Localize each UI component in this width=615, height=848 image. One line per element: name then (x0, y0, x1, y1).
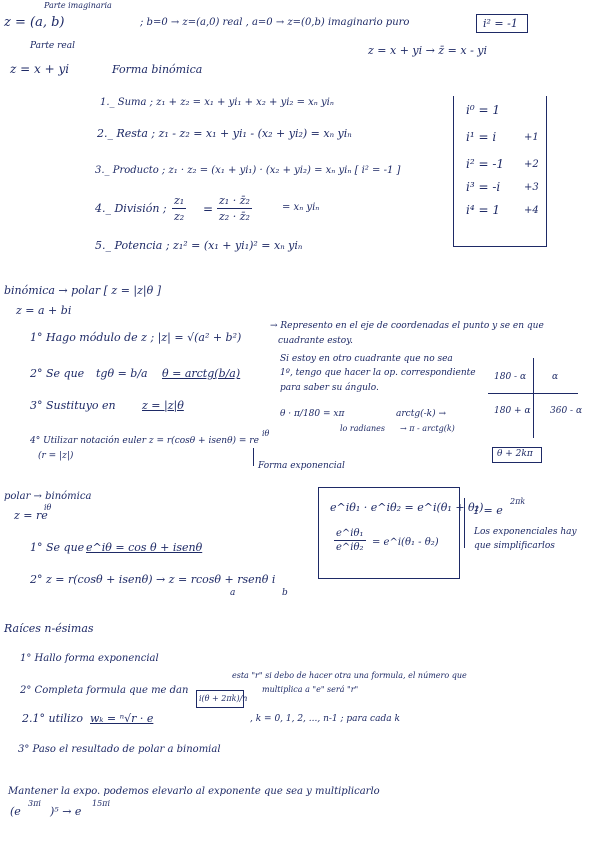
forma-binomica-title: Forma binómica (112, 63, 203, 76)
power-i2: i² = -1 (466, 157, 505, 171)
power-i2-step: +2 (524, 159, 539, 170)
division-frac-1: $\frac{\text{z₁}}{\text{z₂}}$ (174, 194, 185, 223)
note-line-6: θ · π/180 = xπ (280, 409, 345, 419)
powers-table-bottom-border (453, 246, 547, 247)
roots-note-1: Mantener la expo. podemos elevarlo al exponente que sea y multiplicarlo (8, 786, 380, 797)
quadrant-vertical-axis (533, 358, 534, 438)
op-division: 4._ División ; (95, 202, 167, 215)
z-pair: z = (a, b) (4, 15, 65, 30)
division-result: = xₙ yiₙ (282, 202, 320, 213)
roots-step-2-1-pre: 2.1° utilizo (22, 712, 83, 725)
z-binomica: z = x + yi (10, 62, 70, 76)
note-line-7a: lo radianes (340, 424, 385, 433)
power-i4-step: +4 (524, 205, 539, 216)
exp-rule-quotient: $\frac{\text{e\textasciicircum{}iθ₁}}{\text{e\textasciicircum{}iθ₂}}$ (336, 528, 364, 553)
parte-imaginaria-label: Parte imaginaria (44, 1, 112, 10)
polar-step-2-b: b (282, 588, 288, 598)
theta-2kpi-box (492, 447, 542, 463)
op-resta: 2._ Resta ; z₁ - z₂ = x₁ + yi₁ - (x₂ + yi₂) = xₙ yiₙ (97, 127, 352, 140)
note-line-7b: → π - arctg(k) (400, 424, 455, 433)
equals-sign: = (203, 202, 214, 216)
exp-rule-quotient-result: = e^i(θ₁ - θ₂) (372, 537, 439, 548)
polar-step-1: e^iθ = cos θ + isenθ (86, 541, 203, 554)
quadrant-3: 180 + α (494, 406, 531, 416)
polar-z: z = re (14, 509, 48, 522)
roots-exponent: i(θ + 2πk)/n (199, 694, 248, 703)
power-i1: i¹ = i (466, 130, 497, 144)
exp-one: 1 = e (473, 504, 503, 517)
power-i0: i⁰ = 1 (466, 103, 500, 117)
bin-step-2-pre: 2° Se que (30, 367, 85, 380)
power-i3: i³ = -i (466, 180, 501, 194)
roots-step-2-note-2: multiplica a "e" será "r" (262, 685, 359, 694)
real-imaginary-cases: ; b=0 → z=(a,0) real , a=0 → z=(0,b) imaginario puro (140, 17, 410, 28)
roots-step-2-note-1: esta "r" si debo de hacer otra una formula, el número que (232, 671, 467, 680)
bin-step-4-r: (r = |z|) (38, 451, 74, 461)
exp-arrow-stem (253, 448, 254, 466)
bin-step-3-val: z = |z|θ (142, 399, 184, 412)
exp-note-1: Los exponenciales hay (474, 527, 577, 537)
op-suma: 1._ Suma ; z₁ + z₂ = x₁ + yi₁ + x₂ + yi₂ = xₙ yiₙ (100, 97, 334, 108)
power-i1-step: +1 (524, 132, 539, 143)
roots-heading: Raíces n-ésimas (4, 622, 94, 635)
roots-step-1: 1° Hallo forma exponencial (20, 653, 159, 664)
op-potencia: 5._ Potencia ; z₁² = (x₁ + yi₁)² = xₙ yiₙ (95, 239, 303, 252)
exp-rule-product: e^iθ₁ · e^iθ₂ = e^i(θ₁ + θ₂) (330, 501, 484, 514)
quadrant-horizontal-axis (488, 393, 578, 394)
power-i4: i⁴ = 1 (466, 203, 500, 217)
roots-step-2: 2° Completa formula que me dan (20, 685, 189, 696)
bin-z: z = a + bi (16, 304, 72, 317)
bin-step-2-arctg: θ = arctg(b/a) (162, 367, 241, 380)
roots-step-3: 3° Paso el resultado de polar a binomial (18, 744, 221, 755)
bin-step-4-exp: iθ (262, 429, 270, 438)
note-line-3: Si estoy en otro cuadrante que no sea (280, 354, 453, 364)
exp-rules-separator (464, 498, 465, 548)
polar-to-bin-heading: polar → binómica (4, 491, 92, 502)
note-line-5: para saber su ángulo. (280, 383, 379, 393)
exp-note-2: que simplificarlos (474, 541, 555, 551)
conjugate-formula: z = x + yi → z̄ = x - yi (368, 44, 488, 57)
exp-one-exp: 2πk (510, 497, 526, 506)
roots-note-2b: )⁵ → e (50, 805, 82, 818)
i-squared-text: i² = -1 (483, 17, 518, 30)
polar-step-2: 2° z = r(cosθ + isenθ) → z = rcosθ + rsenθ i (30, 573, 276, 586)
polar-z-exp: iθ (44, 503, 52, 512)
forma-exponencial-label: Forma exponencial (258, 461, 345, 471)
note-line-6b: arctg(-k) → (396, 409, 447, 419)
op-producto: 3._ Producto ; z₁ · z₂ = (x₁ + yi₁) · (x₂ + yi₂) = xₙ yiₙ [ i² = -1 ] (95, 165, 401, 176)
bin-step-2-tg: tgθ = b/a (96, 367, 148, 380)
quadrant-1: α (552, 372, 559, 382)
bin-to-polar-heading: binómica → polar [ z = |z|θ ] (4, 284, 162, 297)
powers-table-left-border (453, 96, 454, 246)
bin-step-1: 1° Hago módulo de z ; |z| = √(a² + b²) (30, 331, 242, 344)
quadrant-4: 360 - α (550, 406, 583, 416)
quadrant-2: 180 - α (494, 372, 527, 382)
roots-note-2: (e (10, 805, 21, 818)
roots-exponent-box (196, 690, 248, 708)
polar-step-1-pre: 1° Se que (30, 541, 85, 554)
note-line-4: 1º, tengo que hacer la op. correspondiente (280, 368, 476, 378)
bin-step-4: 4° Utilizar notación euler z = r(cosθ + isenθ) = re (30, 436, 259, 446)
roots-note-2-exp2: 15πi (92, 799, 110, 808)
division-frac-2: $\frac{\text{z₁ · z̄₂}}{\text{z₂ · z̄₂}}$ (219, 194, 250, 223)
powers-table-right-border (546, 96, 547, 246)
roots-note-2-exp: 3πi (28, 799, 41, 808)
note-line-2: cuadrante estoy. (278, 336, 353, 346)
note-line-1: → Represento en el eje de coordenadas el punto y se en que (270, 321, 544, 331)
theta-2kpi-text: θ + 2kπ (497, 449, 533, 459)
parte-real-label: Parte real (30, 41, 75, 51)
i-squared-box (476, 14, 528, 33)
roots-k-range: , k = 0, 1, 2, ..., n-1 ; para cada k (250, 714, 400, 724)
power-i3-step: +3 (524, 182, 539, 193)
roots-formula: wₖ = ⁿ√r · e (90, 712, 154, 725)
bin-step-3-pre: 3° Sustituyo en (30, 399, 116, 412)
polar-step-2-a: a (230, 588, 236, 598)
